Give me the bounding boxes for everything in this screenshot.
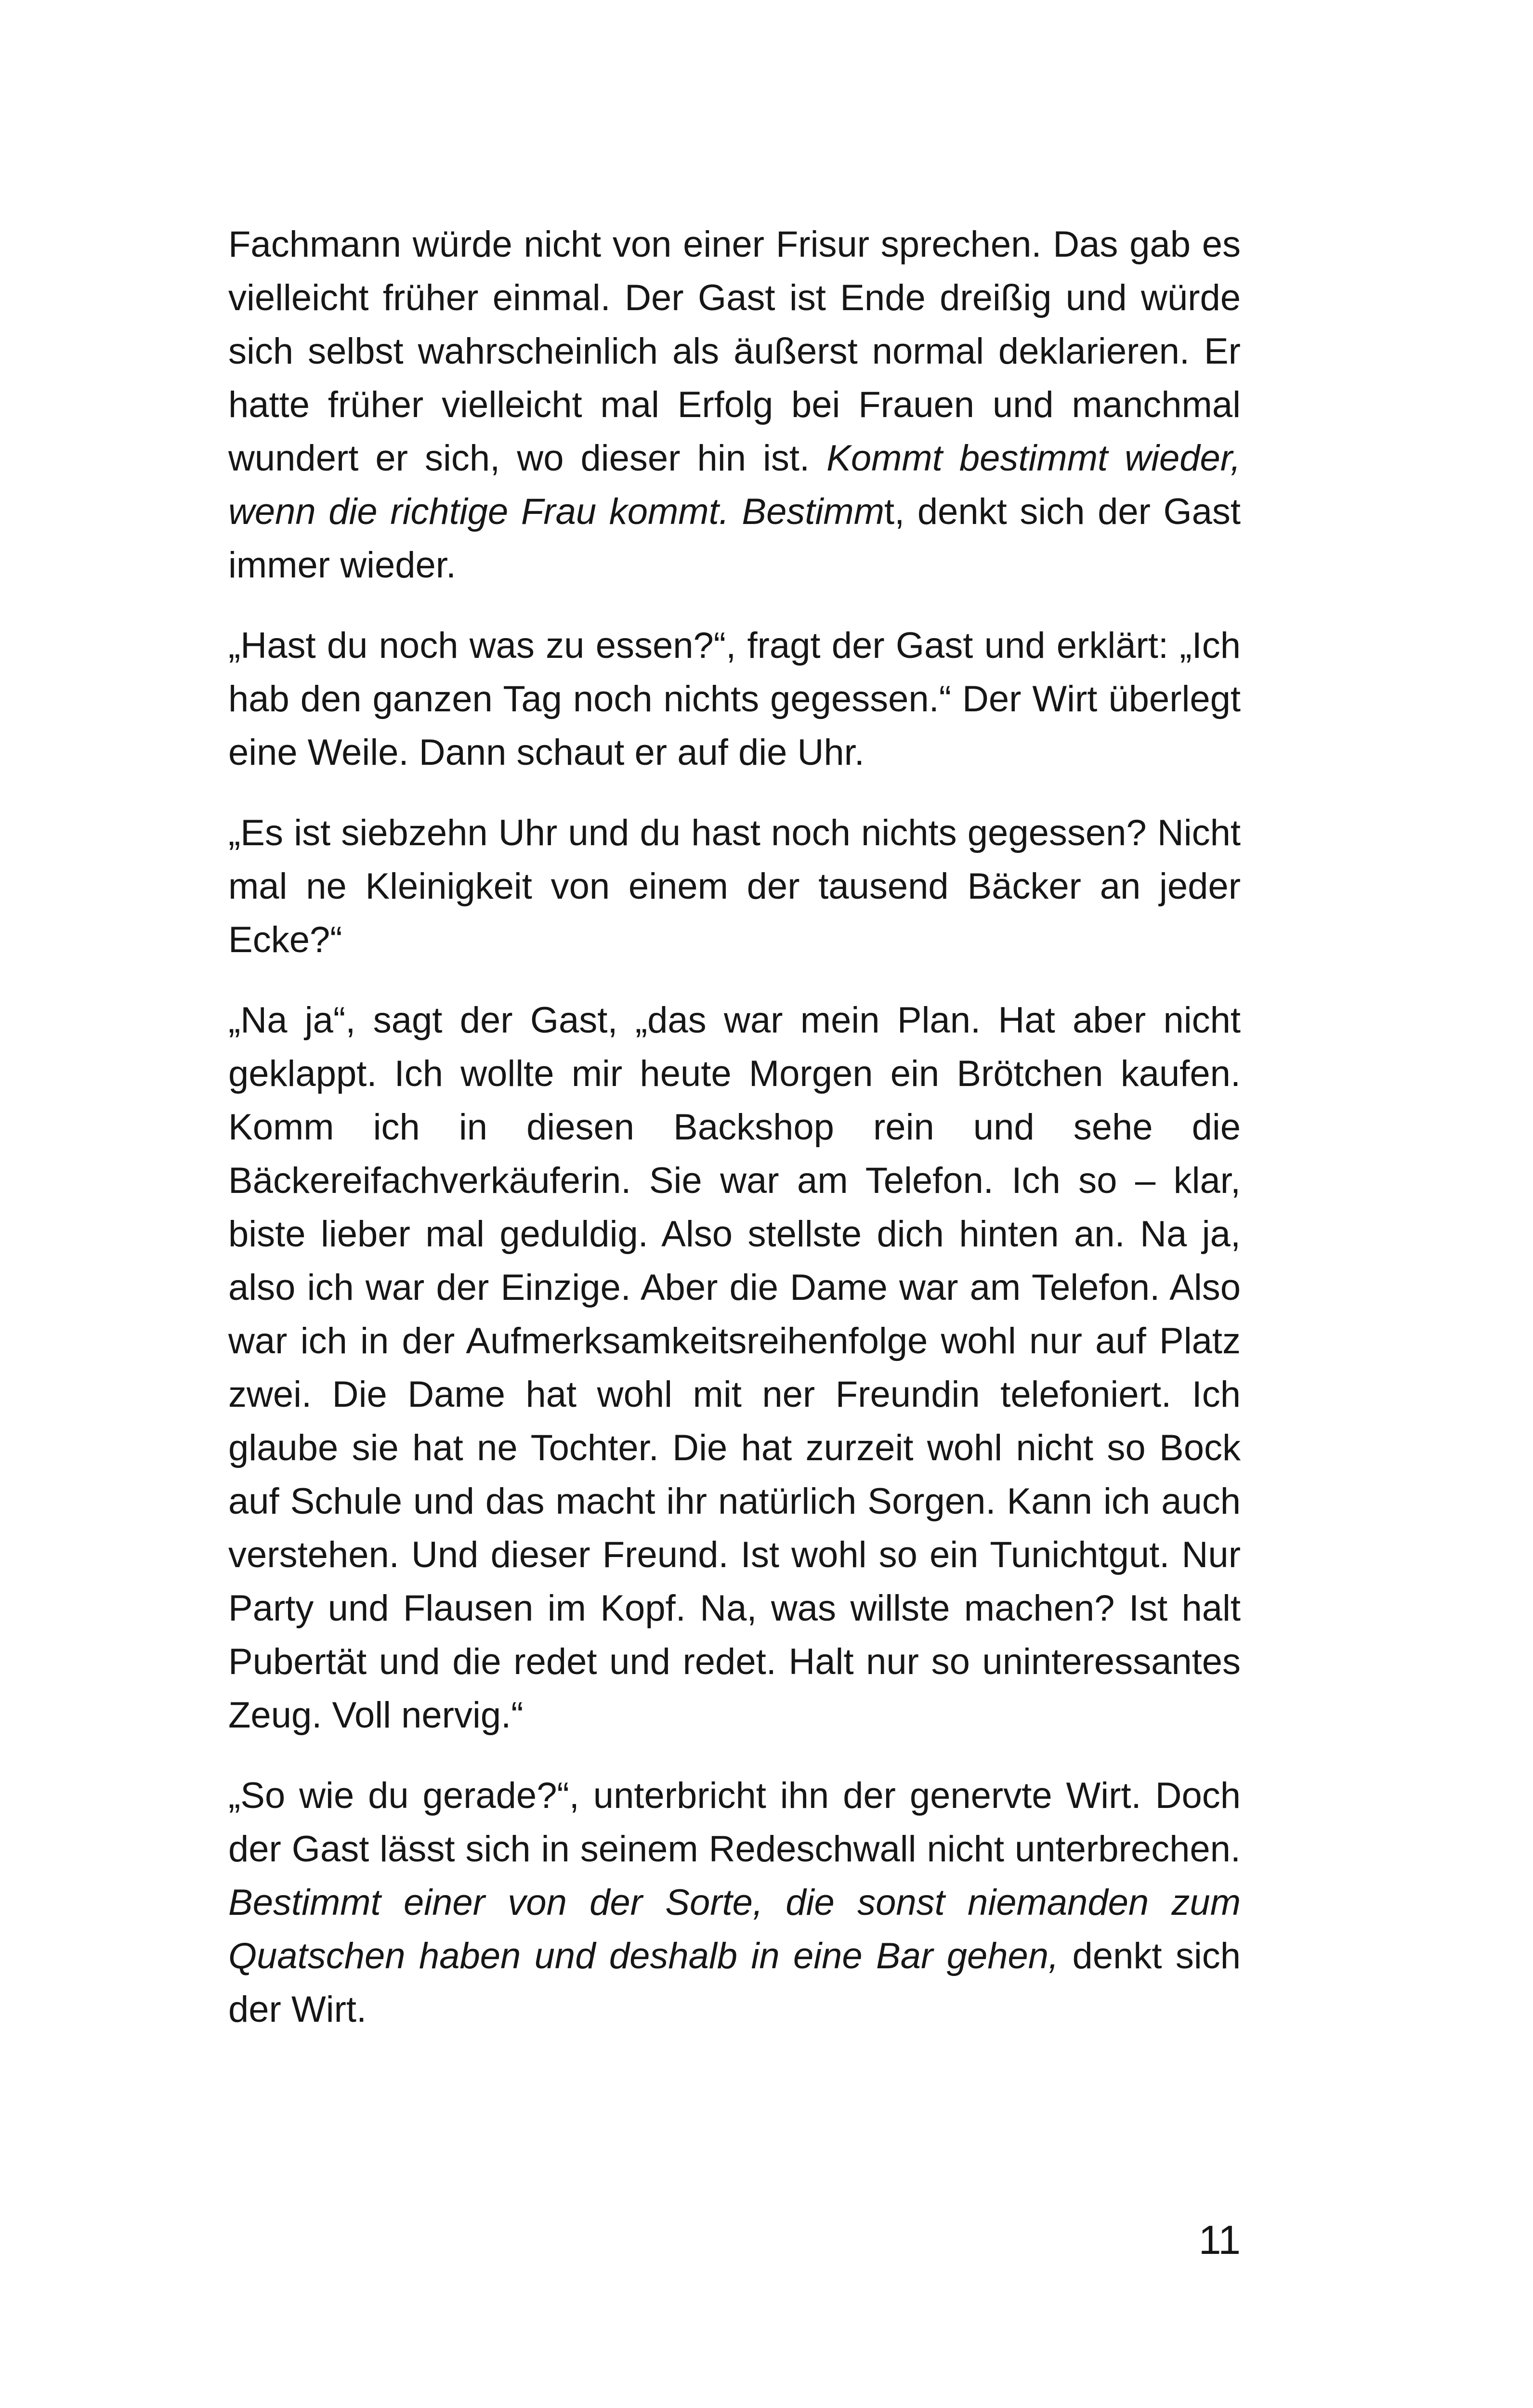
paragraph-5-text-end: denkt sich der Wirt. [228, 1936, 1241, 2030]
paragraph-1 [228, 218, 1241, 592]
paragraph-3 [228, 806, 1241, 967]
body-text [228, 218, 1241, 2036]
paragraph-4-text: „Na ja“, sagt der Gast, „das war mein Plan. Hat aber nicht geklappt. Ich wollte mir heute Morgen ein Brötchen kaufen. Komm ich in diesen Backshop rein und sehe die Bäckereifachverkäuferin. Sie war am Telefon. Ich so – klar, biste lieber mal geduldig. Also stellste dich hinten an. Na ja, also ich war der Einzige. Aber die Dame war am Telefon. Also war ich in der Aufmerksamkeitsreihenfolge wohl nur auf Platz zwei. Die Dame hat wohl mit ner Freundin telefoniert. Ich glaube sie hat ne Tochter. Die hat zurzeit wohl nicht so Bock auf Schule und das macht ihr natürlich Sorgen. Kann ich auch verstehen. Und dieser Freund. Ist wohl so ein Tunichtgut. Nur Party und Flausen im Kopf. Na, was willste machen? Ist halt Pubertät und die redet und redet. Halt nur so uninteressantes Zeug. Voll nervig.“ [228, 1000, 1241, 1736]
paragraph-1-italic-thought: Kommt bestimmt wieder, wenn die richtige Frau kommt. Bestimm [228, 438, 1241, 532]
paragraph-2 [228, 619, 1241, 779]
paragraph-4 [228, 994, 1241, 1742]
paragraph-1-text-end: t, denkt sich der Gast immer wieder. [228, 491, 1241, 586]
paragraph-5-italic-thought: Bestimmt einer von der Sorte, die sonst niemanden zum Quatschen haben und deshalb in eine Bar gehen, [228, 1882, 1241, 1976]
paragraph-5 [228, 1769, 1241, 2036]
paragraph-3-text: „Es ist siebzehn Uhr und du hast noch nichts gegessen? Nicht mal ne Kleinigkeit von einem der tausend Bäcker an jeder Ecke?“ [228, 812, 1241, 960]
paragraph-1-text: Fachmann würde nicht von einer Frisur sprechen. Das gab es vielleicht früher einmal. Der Gast ist Ende dreißig und würde sich selbst wahrscheinlich als äußerst normal deklarieren. Er hatte früher vielleicht mal Erfolg bei Frauen und manchmal wundert er sich, wo dieser hin ist. [228, 224, 1241, 479]
paragraph-5-text: „So wie du gerade?“, unterbricht ihn der genervte Wirt. Doch der Gast lässt sich in seinem Redeschwall nicht unterbrechen. [228, 1775, 1241, 1870]
paragraph-2-text: „Hast du noch was zu essen?“, fragt der Gast und erklärt: „Ich hab den ganzen Tag noch nichts gegessen.“ Der Wirt überlegt eine Weile. Dann schaut er auf die Uhr. [228, 625, 1241, 773]
page-number: 11 [1198, 2217, 1241, 2263]
